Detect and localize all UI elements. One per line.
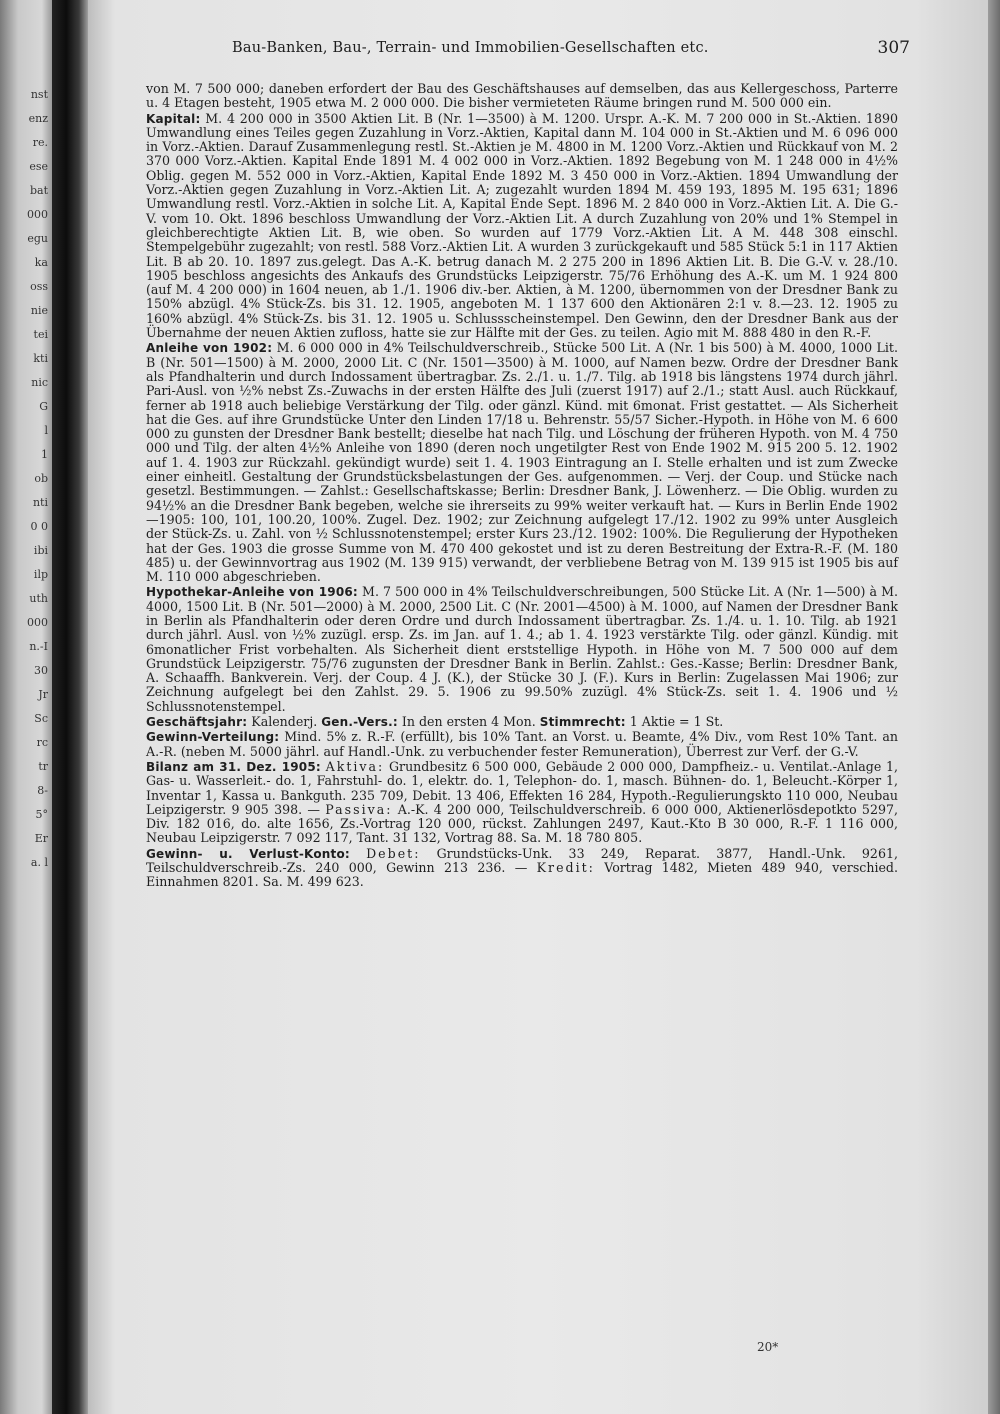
signature-mark: 20* bbox=[757, 1340, 779, 1354]
bilanz-label: Bilanz am 31. Dez. 1905: bbox=[146, 759, 321, 774]
previous-page-fragment: ilp bbox=[33, 568, 48, 581]
stimmrecht-text: 1 Aktie = 1 St. bbox=[629, 714, 724, 730]
previous-page-fragment: 000 bbox=[27, 616, 48, 629]
passiva-label: Passiva: bbox=[325, 801, 393, 817]
gewinn-verlust-label: Gewinn- u. Verlust-Konto: bbox=[146, 846, 350, 861]
hypothekar-1906-text: M. 7 500 000 in 4% Teilschuldverschreibungen, 500 Stücke Lit. A (Nr. 1—500) à M. 4000, 1500 Lit. B (Nr. 501—2000) à M. 2000, 2500 Lit. C (Nr. 2001—4500) à M. 1000, auf Namen der Dresdner Bank in Berlin als Pfandhalterin oder deren Ordre und durch Indossament übertragbar. Zs. 1./4. u. 1. 10. Tilg. ab 1921 durch jährl. Ausl. von ½% zuzügl. ersp. Zs. im Jan. auf 1. 4.; ab 1. 4. 1923 verstärkte Tilg. oder gänzl. Kündig. mit 6monatlicher Frist vorbehalten. Als Sicherheit dient erststellige Hypoth. in Höhe von M. 7 500 000 auf dem Grundstück Leipzigerstr. 75/76 zugunsten der Dresdner Bank in Berlin. Zahlst.: Ges.-Kasse; Berlin: Dresdner Bank, A. Schaaffh. Bankverein. Verj. der Coup. 4 J. (K.), der Stücke 30 J. (F.). Kurs in Berlin: Zugelassen Mai 1906; zur Zeichnung aufgelegt bei den Zahlst. 29. 5. 1906 zu 99.50% zuzügl. 4% Stück-Zs. seit 1. 4. 1906 und ½ Schlussnotenstempel. bbox=[146, 584, 899, 714]
previous-page-fragment: bat bbox=[29, 184, 48, 197]
previous-page-fragment: nst bbox=[30, 88, 48, 101]
previous-page-fragment: tei bbox=[33, 328, 48, 341]
gen-vers-label: Gen.-Vers.: bbox=[321, 715, 398, 730]
previous-page-fragment: 1 bbox=[41, 448, 48, 461]
anleihe-1902-section bbox=[146, 341, 898, 584]
previous-page-fragment: egu bbox=[27, 232, 48, 245]
previous-page-fragment: G bbox=[39, 400, 48, 413]
anleihe-1902-text: M. 6 000 000 in 4% Teilschuldverschreib., Stücke 500 Lit. A (Nr. 1 bis 500) à M. 4000, 1000 Lit. B (Nr. 501—1500) à M. 2000, 2000 Lit. C (Nr. 1501—3500) à M. 1000, auf Namen bezw. Ordre der Dresdner Bank als Pfandhalterin und durch Indossament übertragbar. Zs. 2./1. u. 1./7. Tilg. ab 1918 bis längstens 1974 durch jährl. Pari-Ausl. von ½% nebst Zs.-Zuwachs in der ersten Hälfte des Juli (zuerst 1917) auf 2./1.; statt Ausl. auch Rückkauf, ferner ab 1918 auch beliebige Verstärkung der Tilg. oder gänzl. Künd. mit 6monat. Frist gestattet. — Als Sicherheit hat die Ges. auf ihre Grundstücke Unter den Linden 17/18 u. Behrenstr. 55/57 Sicher.-Hypoth. in Höhe von M. 6 600 000 zu gunsten der Dresdner Bank bestellt; dieselbe hat nach Tilg. und Löschung der früheren Hypoth. von M. 4 750 000 und Tilg. der alten 4½% Anleihe von 1890 (deren noch ungetilgter Rest von Ende 1902 M. 915 200 5. 12. 1902 auf 1. 4. 1903 zur Rückzahl. gekündigt wurde) seit 1. 4. 1903 Eintragung an I. Stelle erhalten und ist zum Zwecke einer einheitl. Gestaltung der Grundstücksbelastungen der Ges. aufgenommen. — Verj. der Coup. und Stücke nach gesetzl. Bestimmungen. — Zahlst.: Gesellschaftskasse; Berlin: Dresdner Bank, J. Löwenherz. — Die Oblig. wurden zu 94½% an die Dresdner Bank begeben, welche sie ihrerseits zu 99% weiter verkauft hat. — Kurs in Berlin Ende 1902—1905: 100, 101, 100.20, 100%. Zugel. Dez. 1902; zur Zeichnung aufgelegt 17./12. 1902 zu 99% unter Ausgleich der Stück-Zs. u. Zahl. von ½ Schlussnotenstempel; erster Kurs 23./12. 1902: 100%. Die Regulierung der Hypotheken hat der Ges. 1903 die grosse Summe von M. 470 400 gekostet und ist zu deren Bestreitung der Extra-R.-F. (M. 180 485) u. der Gewinnvortrag aus 1902 (M. 139 915) verwandt, der verbliebene Betrag von M. 139 915 ist 1905 bis auf M. 110 000 abgeschrieben. bbox=[146, 340, 898, 585]
previous-page-fragment: 8- bbox=[37, 784, 48, 797]
aktiva-label: Aktiva: bbox=[325, 758, 385, 774]
previous-page-fragment: ka bbox=[34, 256, 48, 269]
page-right-edge bbox=[988, 0, 1000, 1414]
previous-page-fragment: kti bbox=[33, 352, 48, 365]
geschaeftsjahr-section bbox=[146, 715, 898, 729]
previous-page-edge bbox=[0, 0, 52, 1414]
kredit-text: Vortrag 1482, Mieten 489 940, verschied. Einnahmen 8201. Sa. M. 499 623. bbox=[146, 860, 899, 890]
previous-page-fragment: nie bbox=[30, 304, 48, 317]
kredit-label: Kredit: bbox=[536, 860, 595, 876]
aktiva-text: Grundbesitz 6 500 000, Gebäude 2 000 000, Dampfheiz.- u. Ventilat.-Anlage 1, Gas- u. Wasserleit.- do. 1, Fahrstuhl- do. 1, elektr. do. 1, Telephon- do. 1, masch. Bühnen- do. 1, Beleucht.-Körper 1, Inventar 1, Kassa u. Bankguth. 235 709, Debit. 13 406, Effekten 16 284, Hypoth.-Regulierungskto 110 000, Neubau Leipzigerstr. 9 905 398. — bbox=[146, 758, 898, 817]
previous-page-fragment: Er bbox=[34, 832, 48, 845]
previous-page-fragment: enz bbox=[28, 112, 48, 125]
running-head-title: Bau-Banken, Bau-, Terrain- und Immobilien-Gesellschaften etc. bbox=[232, 40, 709, 56]
debet-label: Debet: bbox=[366, 845, 421, 861]
previous-page-fragment: n.-I bbox=[29, 640, 48, 653]
previous-page-fragment: nti bbox=[32, 496, 48, 509]
gewinn-verlust-section bbox=[146, 847, 898, 890]
previous-page-fragment: rc bbox=[36, 736, 48, 749]
kapital-text: M. 4 200 000 in 3500 Aktien Lit. B (Nr. 1—3500) à M. 1200. Urspr. A.-K. M. 7 200 000 in St.-Aktien. 1890 Umwandlung eines Teiles gegen Zuzahlung in Vorz.-Aktien, Kapital dann M. 104 000 in St.-Aktien und M. 6 096 000 in Vorz.-Aktien. Darauf Zusammenlegung restl. St.-Aktien je M. 4800 in M. 1200 Vorz.-Aktien und Rückkauf von M. 2 370 000 Vorz.-Aktien. Kapital Ende 1891 M. 4 002 000 in Vorz.-Aktien. 1892 Begebung von M. 1 248 000 in 4½% Oblig. gegen M. 552 000 in Vorz.-Aktien, Kapital Ende 1892 M. 3 450 000 in Vorz.-Aktien. 1894 Umwandlung der Vorz.-Aktien gegen Zuzahlung in Vorz.-Aktien Lit. A; zugezahlt wurden 1894 M. 459 193, 1895 M. 195 631; 1896 Umwandlung restl. Vorz.-Aktien in solche Lit. A, Kapital Ende Sept. 1896 M. 2 840 000 in Vorz.-Aktien Lit. A. Die G.-V. vom 10. Okt. 1896 beschloss Umwandlung der Vorz.-Aktien Lit. A durch Zuzahlung von 20% und 1% Stempel in gleichberechtigte Aktien Lit. B, wie oben. So wurden auf 1779 Vorz.-Aktien Lit. A M. 448 308 einschl. Stempelgebühr zugezahlt; von restl. 588 Vorz.-Aktien Lit. A wurden 3 zurückgekauft und 585 Stück 5:1 in 117 Aktien Lit. B ab 20. 10. 1897 zus.gelegt. Das A.-K. betrug danach M. 2 275 200 in 1896 Aktien Lit. B. Die G.-V. v. 28./10. 1905 beschloss angesichts des Ankaufs des Grundstücks Leipzigerstr. 75/76 Erhöhung des A.-K. um M. 1 924 800 (auf M. 4 200 000) in 1604 neuen, ab 1./1. 1906 div.-ber. Aktien, à M. 1200, übernommen von der Dresdner Bank zu 150% abzügl. 4% Stück-Zs. bis 31. 12. 1905, angeboten M. 1 137 600 den Aktionären 2:1 v. 8.—23. 12. 1905 zu 160% abzügl. 4% Stück-Zs. bis 31. 12. 1905 u. Schlussscheinstempel. Den Gewinn, den der Dresdner Bank aus der Übernahme der neuen Aktien zufloss, hatte sie zur Hälfte mit der Ges. zu teilen. Agio mit M. 888 480 in den R.-F. bbox=[146, 110, 898, 341]
geschaeftsjahr-label: Geschäftsjahr: bbox=[146, 715, 248, 730]
previous-page-fragment: l bbox=[44, 424, 48, 437]
previous-page-fragment: Sc bbox=[34, 712, 48, 725]
previous-page-fragment: re. bbox=[32, 136, 48, 149]
gen-vers-text: In den ersten 4 Mon. bbox=[401, 714, 536, 730]
article-body bbox=[146, 82, 898, 891]
previous-page-fragment: Jr bbox=[38, 688, 48, 701]
previous-page-fragment: 000 bbox=[27, 208, 48, 221]
geschaeftsjahr-text: Kalenderj. bbox=[251, 714, 318, 730]
previous-page-fragment: 30 bbox=[34, 664, 48, 677]
hypothekar-1906-section bbox=[146, 585, 898, 714]
previous-page-fragment: ob bbox=[34, 472, 48, 485]
anleihe-1902-label: Anleihe von 1902: bbox=[146, 341, 273, 356]
intro-paragraph: von M. 7 500 000; daneben erfordert der Bau des Geschäftshauses auf demselben, das aus Kellergeschoss, Parterre u. 4 Etagen besteht, 1905 etwa M. 2 000 000. Die bisher vermieteten Räume bringen rund M. 500 000 ein. bbox=[146, 81, 898, 111]
kapital-section bbox=[146, 112, 898, 341]
gewinn-verteilung-label: Gewinn-Verteilung: bbox=[146, 730, 280, 745]
book-gutter bbox=[52, 0, 88, 1414]
previous-page-fragment: oss bbox=[30, 280, 48, 293]
gewinn-verteilung-section bbox=[146, 730, 898, 759]
previous-page-fragment: a. l bbox=[30, 856, 48, 869]
debet-text: Grundstücks-Unk. 33 249, Reparat. 3877, Handl.-Unk. 9261, Teilschuldverschreib.-Zs. 240 000, Gewinn 213 236. — bbox=[146, 845, 898, 876]
previous-page-fragment: uth bbox=[29, 592, 48, 605]
bilanz-section bbox=[146, 760, 898, 846]
running-head bbox=[140, 38, 910, 60]
passiva-text: A.-K. 4 200 000, Teilschuldverschreib. 6 000 000, Aktienerlösdepotkto 5297, Div. 182 016, do. alte 1656, Zs.-Vortrag 120 000, rückst. Zahlungen 2497, Kaut.-Kto B 30 000, R.-F. 1 116 000, Neubau Leipzigerstr. 7 092 117, Tant. 31 132, Vortrag 88. Sa. M. 18 780 805. bbox=[146, 801, 898, 846]
previous-page-fragment: nic bbox=[31, 376, 48, 389]
previous-page-fragment: 0 0 bbox=[30, 520, 48, 533]
page-number: 307 bbox=[877, 38, 910, 58]
previous-page-fragment: ese bbox=[29, 160, 48, 173]
hypothekar-1906-label: Hypothekar-Anleihe von 1906: bbox=[146, 585, 358, 600]
kapital-label: Kapital: bbox=[146, 111, 201, 126]
stimmrecht-label: Stimmrecht: bbox=[539, 715, 626, 730]
previous-page-fragment: ibi bbox=[33, 544, 48, 557]
previous-page-fragment: tr bbox=[38, 760, 48, 773]
gewinn-verteilung-text: Mind. 5% z. R.-F. (erfüllt), bis 10% Tant. an Vorst. u. Beamte, 4% Div., vom Rest 10% Tant. an A.-R. (neben M. 5000 jährl. auf Handl.-Unk. zu verbuchender fester Remuneration), Überrest zur Verf. der G.-V. bbox=[146, 729, 898, 759]
previous-page-fragment: 5° bbox=[35, 808, 48, 821]
